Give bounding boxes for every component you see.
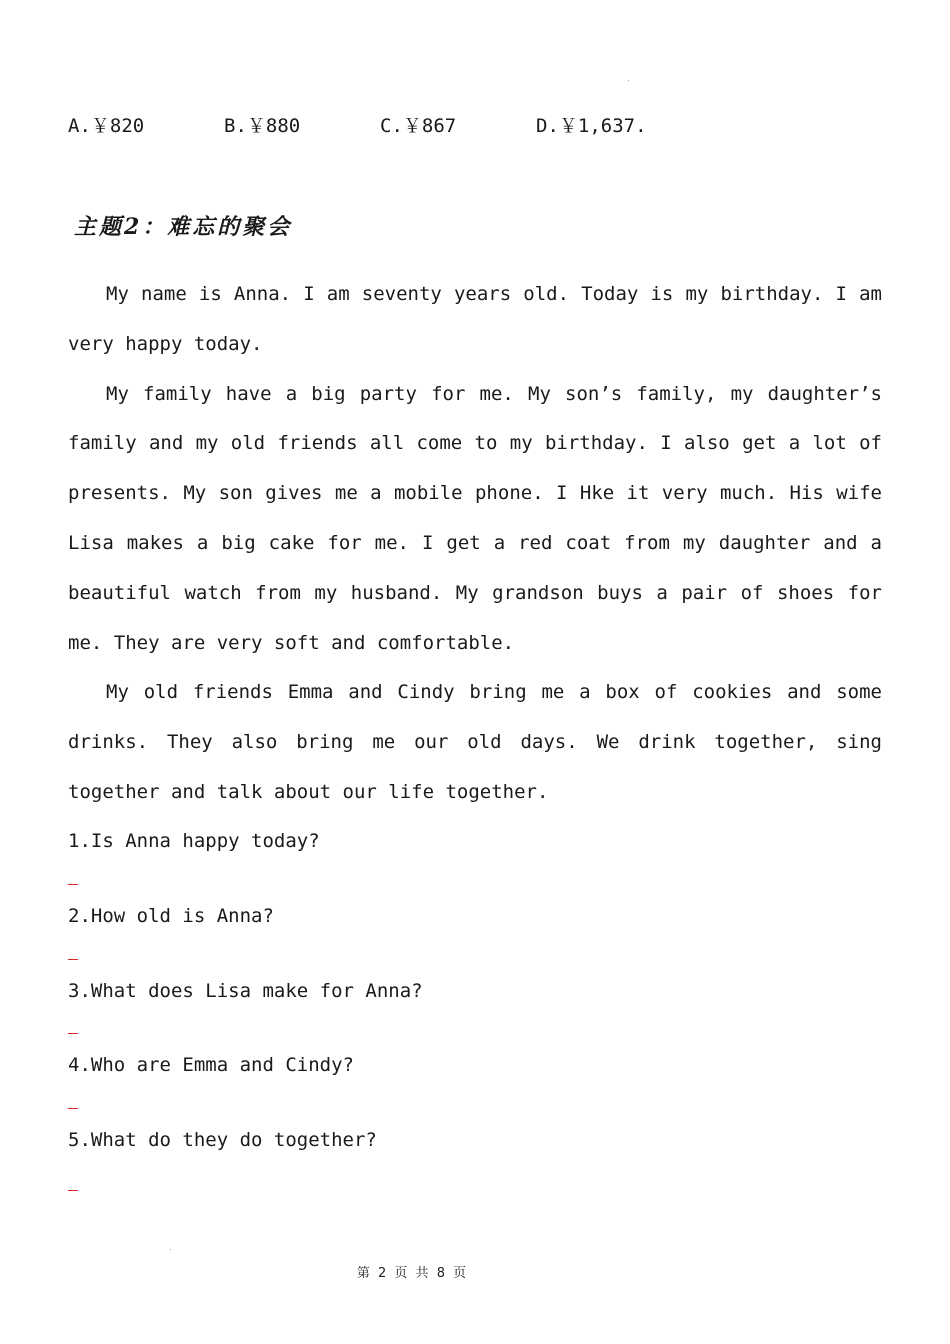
- question-2: 2.How old is Anna?: [68, 905, 274, 927]
- passage-paragraph-1: My name is Anna. I am seventy years old. Today is my birthday. I am very happy today.: [68, 283, 882, 355]
- option-b: B.￥880: [224, 115, 301, 137]
- option-a: A.￥820: [68, 115, 145, 137]
- answer-line-5[interactable]: [68, 1190, 78, 1191]
- speck-mark: [628, 80, 629, 81]
- question-4: 4.Who are Emma and Cindy?: [68, 1054, 354, 1076]
- answer-line-3[interactable]: [68, 1033, 78, 1034]
- question-3: 3.What does Lisa make for Anna?: [68, 980, 423, 1002]
- answer-line-1[interactable]: [68, 884, 78, 885]
- option-c: C.￥867: [380, 115, 457, 137]
- question-1: 1.Is Anna happy today?: [68, 830, 320, 852]
- passage-paragraph-2: My family have a big party for me. My son’s family, my daughter’s family and my old friends all come to my birthday. I also get a lot of presents. My son gives me a mobile phone. I Hke it very much. His wife Lisa makes a big cake for me. I get a red coat from my daughter and a beautiful watch from my husband. My grandson buys a pair of shoes for me. They are very soft and comfortable.: [68, 382, 882, 654]
- answer-line-2[interactable]: [68, 959, 78, 960]
- option-d: D.￥1,637.: [536, 115, 647, 137]
- section-title: 主题2：难忘的聚会: [74, 214, 293, 240]
- question-5: 5.What do they do together?: [68, 1129, 377, 1151]
- speck-mark: [170, 1249, 171, 1250]
- page-footer: 第 2 页 共 8 页: [356, 1266, 469, 1281]
- passage-paragraph-3: My old friends Emma and Cindy bring me a box of cookies and some drinks. They also bring me our old days. We drink together, sing together and talk about our life together.: [68, 681, 882, 803]
- reading-passage: [68, 270, 882, 818]
- answer-line-4[interactable]: [68, 1108, 78, 1109]
